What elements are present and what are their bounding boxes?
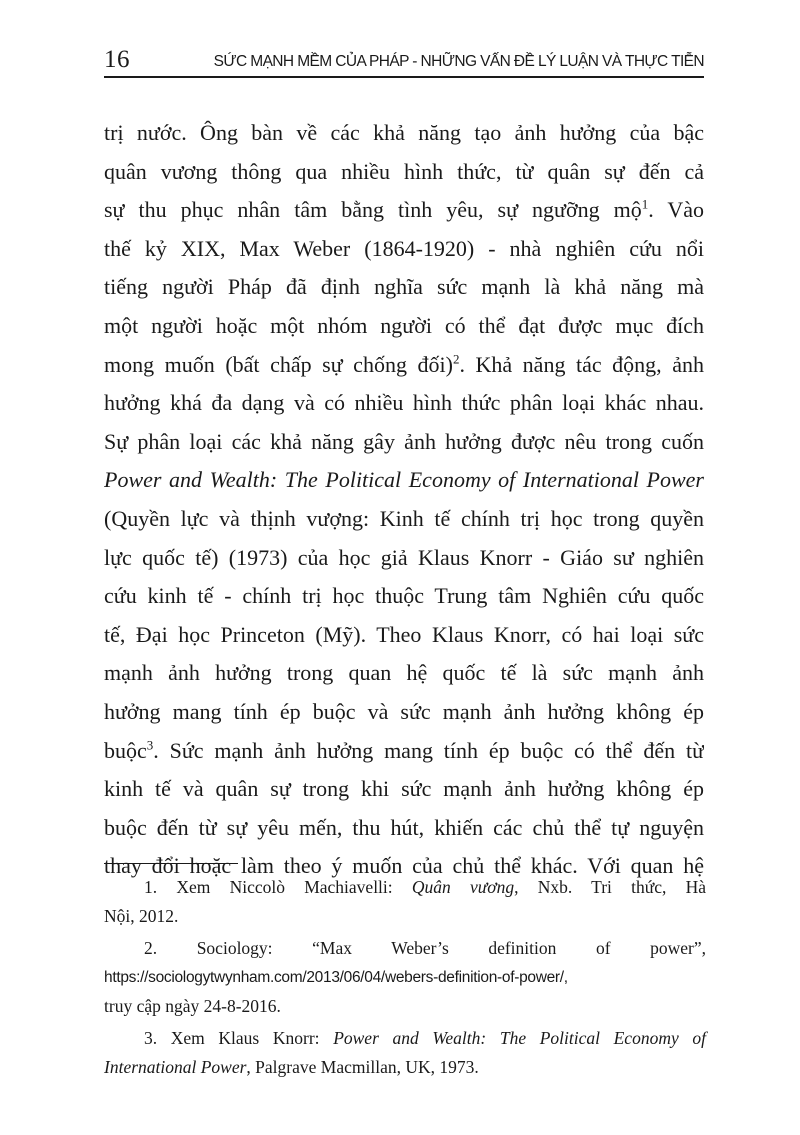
text-run: kinh tế và quân sự trong khi sức mạnh ảnh hưởng không ép: [104, 776, 704, 802]
body-line: [104, 153, 704, 192]
footnotes: [104, 873, 706, 1085]
footnote-reference: 1: [641, 196, 649, 212]
italic-text: Power and Wealth: The Political Economy of International Power: [104, 467, 704, 493]
body-line: [104, 770, 704, 809]
footnote-2: [104, 934, 706, 1021]
text-run: quân vương thông qua nhiều hình thức, từ quân sự đến cả: [104, 158, 704, 184]
body-line: [104, 114, 704, 153]
text-run: mong muốn (bất chấp sự chống đối): [104, 351, 453, 377]
text-run: , Palgrave Macmillan, UK, 1973.: [246, 1057, 479, 1077]
footnote-line: [104, 1024, 706, 1053]
italic-text: Quân vương: [411, 877, 515, 897]
text-run: https://sociologytwynham.com/2013/06/04/webers-definition-of-power/,: [104, 969, 568, 986]
body-line: [104, 500, 704, 539]
footnote-url: [104, 963, 706, 992]
footnote-line: [104, 934, 706, 963]
body-line: [104, 230, 704, 269]
text-run: một người hoặc một nhóm người có thể đạt được mục đích: [104, 312, 704, 338]
text-run: lực quốc tế) (1973) của học giả Klaus Knorr - Giáo sư nghiên: [104, 544, 704, 570]
footnote-line: [104, 1053, 706, 1082]
text-run: . Sức mạnh ảnh hưởng mang tính ép buộc có thể đến từ: [153, 737, 704, 763]
text-run: buộc: [104, 737, 147, 763]
page-number: 16: [104, 46, 130, 73]
text-run: truy cập ngày 24-8-2016.: [104, 996, 281, 1016]
italic-text: International Power: [104, 1057, 247, 1077]
text-run: hưởng khá đa dạng và có nhiều hình thức phân loại khác nhau.: [104, 390, 704, 416]
text-run: tế, Đại học Princeton (Mỹ). Theo Klaus Knorr, có hai loại sức: [104, 621, 704, 647]
text-run: buộc đến từ sự yêu mến, thu hút, khiến các chủ thể tự nguyện: [104, 814, 704, 840]
text-run: tiếng người Pháp đã định nghĩa sức mạnh là khả năng mà: [104, 274, 704, 300]
footnote-reference: 3: [146, 737, 154, 753]
body-line: [104, 732, 704, 771]
body-text: [104, 114, 704, 886]
body-line: [104, 191, 704, 230]
text-run: 2. Sociology: “Max Weber’s definition of power”,: [144, 938, 706, 958]
body-line: [104, 423, 704, 462]
text-run: Sự phân loại các khả năng gây ảnh hưởng được nêu trong cuốn: [104, 428, 704, 454]
footnote-3: [104, 1024, 706, 1082]
footnote-line: [104, 873, 706, 902]
text-run: Nội, 2012.: [104, 906, 179, 926]
text-run: (Quyền lực và thịnh vượng: Kinh tế chính trị học trong quyền: [104, 505, 704, 531]
body-line: [104, 577, 704, 616]
body-line: [104, 461, 704, 500]
footnote-reference: 2: [452, 351, 460, 367]
text-run: , Nxb. Tri thức, Hà: [514, 877, 707, 897]
footnote-separator: [104, 863, 238, 864]
text-run: 3. Xem Klaus Knorr:: [144, 1028, 334, 1048]
body-line: [104, 346, 704, 385]
body-line: [104, 384, 704, 423]
body-line: [104, 268, 704, 307]
body-line: [104, 654, 704, 693]
body-line: [104, 693, 704, 732]
text-run: mạnh ảnh hưởng trong quan hệ quốc tế là sức mạnh ảnh: [104, 660, 704, 686]
footnote-1: [104, 873, 706, 931]
text-run: trị nước. Ông bàn về các khả năng tạo ảnh hưởng của bậc: [104, 120, 704, 145]
footnote-line: [104, 992, 706, 1021]
body-line: [104, 809, 704, 848]
text-run: 1. Xem Niccolò Machiavelli:: [144, 877, 412, 897]
text-run: thế kỷ XIX, Max Weber (1864-1920) - nhà nghiên cứu nổi: [104, 235, 704, 261]
text-run: . Khả năng tác động, ảnh: [459, 351, 704, 377]
body-line: [104, 616, 704, 655]
italic-text: Power and Wealth: The Political Economy of: [333, 1028, 706, 1048]
text-run: sự thu phục nhân tâm bằng tình yêu, sự ngưỡng mộ: [104, 197, 642, 223]
body-line: [104, 307, 704, 346]
footnote-line: [104, 902, 706, 931]
text-run: thay đổi hoặc làm theo ý muốn của chủ thể khác. Với quan hệ: [104, 853, 704, 879]
text-run: cứu kinh tế - chính trị học thuộc Trung tâm Nghiên cứu quốc: [104, 583, 704, 609]
header-rule: [104, 76, 704, 78]
running-title: SỨC MẠNH MỀM CỦA PHÁP - NHỮNG VẤN ĐỀ LÝ LUẬN VÀ THỰC TIỄN: [213, 53, 704, 70]
text-run: . Vào: [648, 197, 704, 223]
body-line: [104, 539, 704, 578]
text-run: hưởng mang tính ép buộc và sức mạnh ảnh hưởng không ép: [104, 698, 704, 724]
running-header: [104, 38, 704, 74]
